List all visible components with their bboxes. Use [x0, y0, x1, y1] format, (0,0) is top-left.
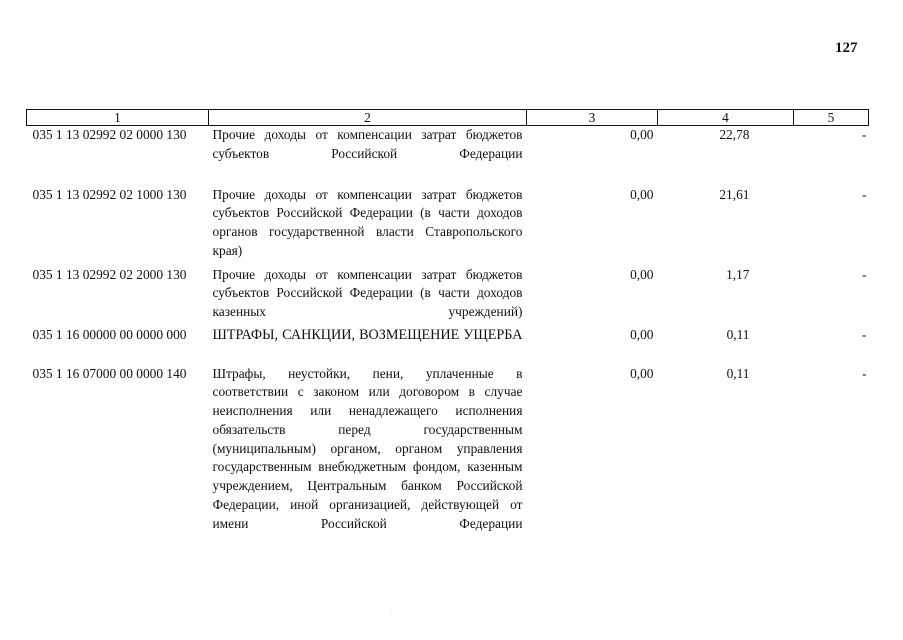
scan-artifact: . · ˙ · — [380, 607, 417, 616]
row-col4: 22,78 — [719, 127, 750, 142]
row-col4: 21,61 — [719, 186, 750, 202]
row-col3: 0,00 — [630, 266, 654, 282]
row-col4: 0,11 — [726, 326, 750, 342]
row-name: Штрафы, неустойки, пени, уплаченные в соответствии с законом или договором в случае неисполнения или ненадлежащего исполнения обязательств перед государственным (муниципальным) органом, органом управления государственным внебюджетным фондом, казенным учреждением, Центральным банком Российской Федерации, иной организацией, действующей от имени Российской Федерации — [212, 365, 523, 531]
row-code: 035 1 16 00000 00 0000 000 — [32, 326, 187, 342]
row-col4: 1,17 — [726, 266, 750, 282]
row-code: 035 1 16 07000 00 0000 140 — [32, 365, 187, 381]
row-col3: 0,00 — [630, 365, 654, 381]
row-code: 035 1 13 02992 02 1000 130 — [32, 186, 187, 202]
table-row — [27, 326, 869, 365]
table-row — [27, 266, 869, 326]
row-name: Прочие доходы от компенсации затрат бюджетов субъектов Российской Федерации (в части доходов органов государственной власти Ставропольского края) — [212, 186, 523, 258]
table-body — [27, 126, 869, 534]
table-row — [27, 186, 869, 266]
row-name: Прочие доходы от компенсации затрат бюджетов субъектов Российской Федерации (в части доходов казенных учреждений) — [212, 266, 523, 320]
row-name: ШТРАФЫ, САНКЦИИ, ВОЗМЕЩЕНИЕ УЩЕРБА — [212, 326, 523, 343]
row-col5: - — [862, 127, 867, 142]
row-col4: 0,11 — [726, 365, 750, 381]
header-col-1: 1 — [27, 110, 209, 126]
header-col-2: 2 — [209, 110, 527, 126]
header-col-4: 4 — [658, 110, 794, 126]
header-row — [27, 110, 869, 126]
page-number: 127 — [835, 40, 858, 56]
table-row — [27, 365, 869, 534]
row-col3: 0,00 — [630, 186, 654, 202]
header-col-3: 3 — [527, 110, 658, 126]
row-col3: 0,00 — [630, 326, 654, 342]
row-col5: - — [862, 186, 867, 202]
row-name: Прочие доходы от компенсации затрат бюджетов субъектов Российской Федерации — [212, 127, 523, 161]
budget-table — [26, 109, 869, 534]
header-col-5: 5 — [794, 110, 869, 126]
row-code: 035 1 13 02992 02 2000 130 — [32, 266, 187, 282]
row-col5: - — [862, 326, 867, 342]
row-col3: 0,00 — [630, 127, 654, 142]
table-row — [27, 126, 869, 186]
table-header — [27, 110, 869, 126]
row-code: 035 1 13 02992 02 0000 130 — [32, 127, 187, 142]
row-col5: - — [862, 365, 867, 381]
row-col5: - — [862, 266, 867, 282]
